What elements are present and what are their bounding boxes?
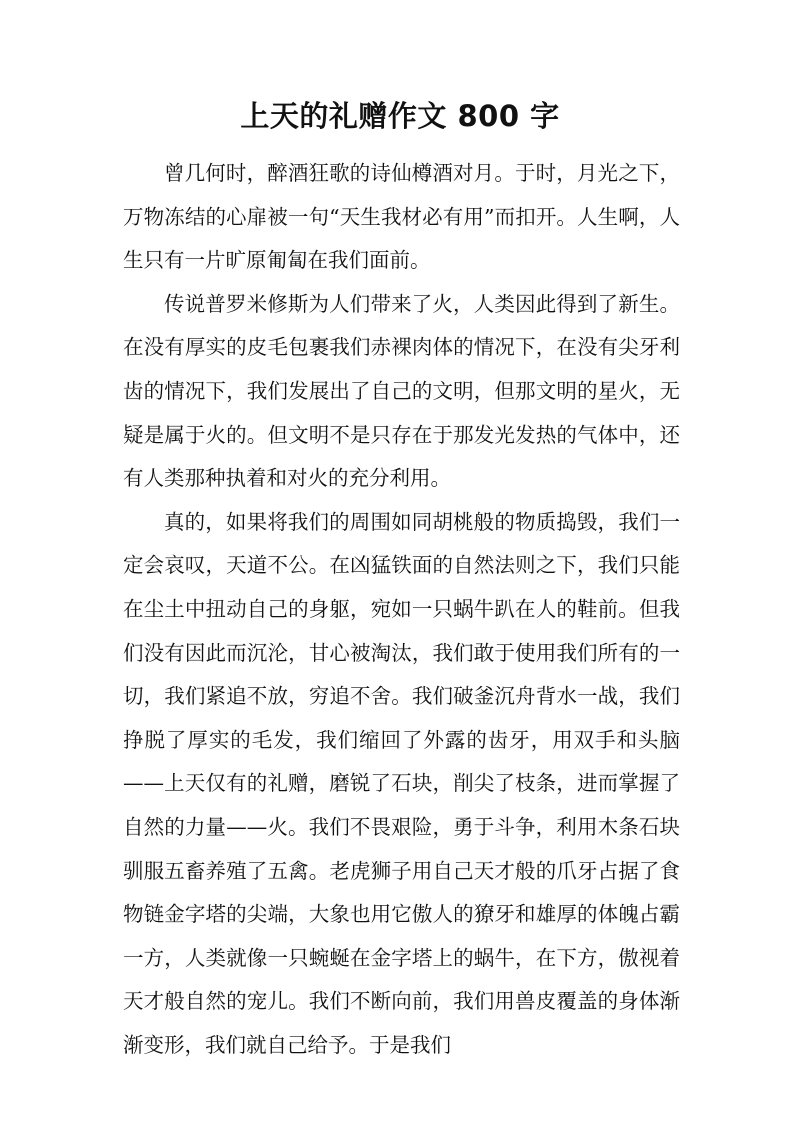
paragraph-2: 传说普罗米修斯为人们带来了火，人类因此得到了新生。在没有厚实的皮毛包裹我们赤裸肉体的情况下，在没有尖牙利齿的情况下，我们发展出了自己的文明，但那文明的星火，无疑是属于火的。但文明不是只存在于那发光发热的气体中，还有人类那种执着和对火的充分利用。: [123, 291, 680, 491]
paragraph-1: 曾几何时，醉酒狂歌的诗仙樽酒对月。于时，月光之下，万物冻结的心扉被一句“天生我材必有用”而扣开。人生啊，人生只有一片旷原匍匐在我们面前。: [123, 161, 680, 273]
document-title: 上天的礼赠作文 800 字: [240, 99, 560, 133]
paragraph-3: 真的，如果将我们的周围如同胡桃般的物质捣毁，我们一定会哀叹，天道不公。在凶猛铁面的自然法则之下，我们只能在尘土中扭动自己的身躯，宛如一只蜗牛趴在人的鞋前。但我们没有因此而沉沦，甘心被淘汰，我们敢于使用我们所有的一切，我们紧追不放，穷追不舍。我们破釜沉舟背水一战，我们挣脱了厚实的毛发，我们缩回了外露的齿牙，用双手和头脑——上天仅有的礼赠，磨锐了石块，削尖了枝条，进而掌握了自然的力量——火。我们不畏艰险，勇于斗争，利用木条石块驯服五畜养殖了五禽。老虎狮子用自己天才般的爪牙占据了食物链金字塔的尖端，大象也用它傲人的獠牙和雄厚的体魄占霸一方，人类就像一只蜿蜒在金字塔上的蜗牛，在下方，傲视着天才般自然的宠儿。我们不断向前，我们用兽皮覆盖的身体渐渐变形，我们就自己给予。于是我们: [123, 509, 680, 1057]
document-body: [123, 152, 680, 1067]
